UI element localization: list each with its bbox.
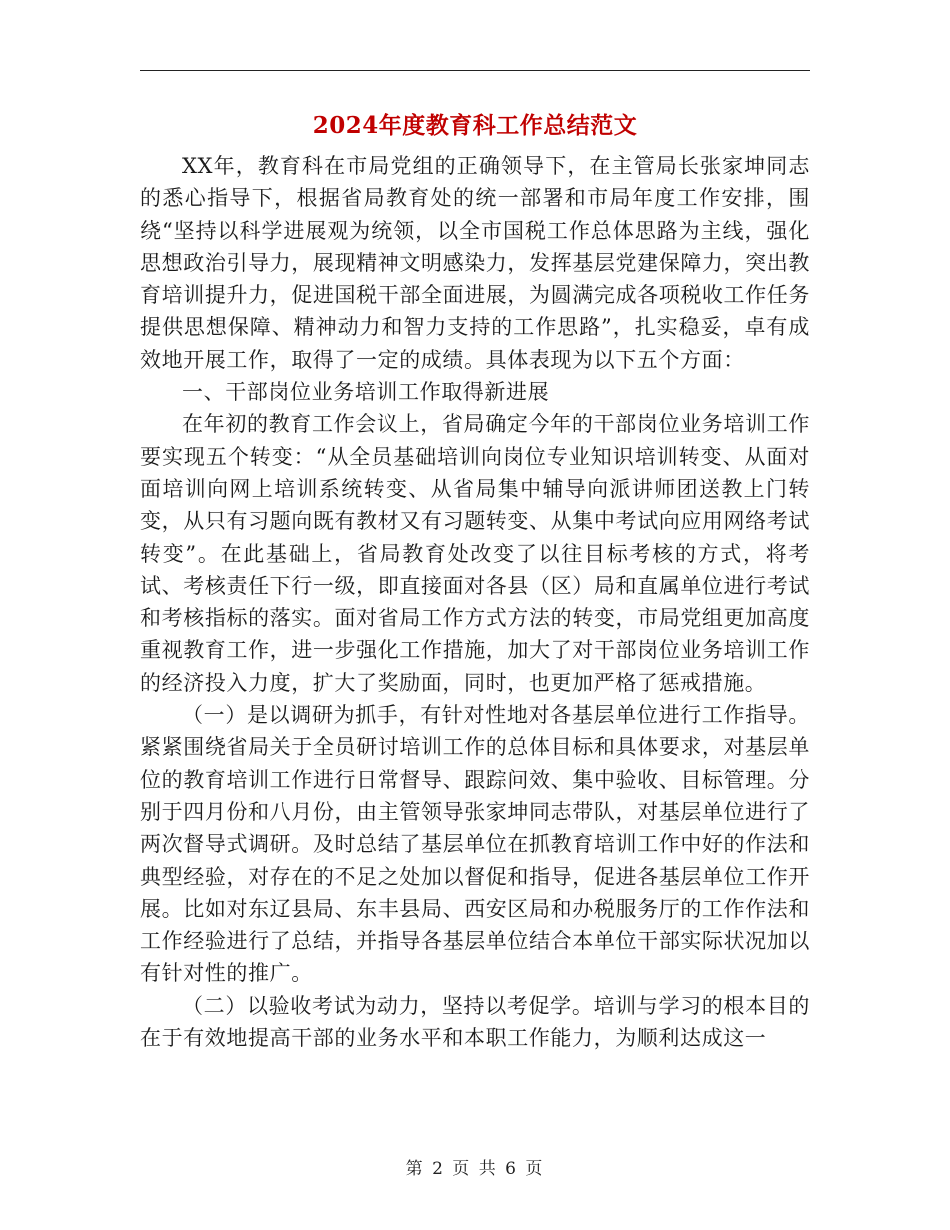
paragraph-item-1: （一）是以调研为抓手，有针对性地对各基层单位进行工作指导。紧紧围绕省局关于全员研讨培训工作的总体目标和具体要求，对基层单位的教育培训工作进行日常督导、跟踪问效、集中验收、目标管理。分别于四月份和八月份，由主管领导张家坤同志带队，对基层单位进行了两次督导式调研。及时总结了基层单位在抓教育培训工作中好的作法和典型经验，对存在的不足之处加以督促和指导，促进各基层单位工作开展。比如对东辽县局、东丰县局、西安区局和办税服务厅的工作作法和工作经验进行了总结，并指导各基层单位结合本单位干部实际状况加以有针对性的推广。 [140,703,810,986]
document-title: 2024年度教育科工作总结范文 [312,112,638,139]
header-rule [140,70,810,71]
page-number: 第 2 页 共 6 页 [405,1159,545,1179]
paragraph-intro: XX年，教育科在市局党组的正确领导下，在主管局长张家坤同志的悉心指导下，根据省局教育处的统一部署和市局年度工作安排，围绕“坚持以科学进展观为统领，以全市国税工作总体思路为主线，强化思想政治引导力，展现精神文明感染力，发挥基层党建保障力，突出教育培训提升力，促进国税干部全面进展，为圆满完成各项税收工作任务提供思想保障、精神动力和智力支持的工作思路”，扎实稳妥，卓有成效地开展工作，取得了一定的成绩。具体表现为以下五个方面： [140,154,810,372]
paragraph-item-2: （二）以验收考试为动力，坚持以考促学。培训与学习的根本目的在于有效地提高干部的业务水平和本职工作能力，为顺利达成这一 [140,993,810,1051]
section-heading-1: 一、干部岗位业务培训工作取得新进展 [182,380,550,405]
document-body [140,150,810,1054]
paragraph-section-1: 在年初的教育工作会议上，省局确定今年的干部岗位业务培训工作要实现五个转变：“从全员基础培训向岗位专业知识培训转变、从面对面培训向网上培训系统转变、从省局集中辅导向派讲师团送教上门转变，从只有习题向既有教材又有习题转变、从集中考试向应用网络考试转变”。在此基础上，省局教育处改变了以往目标考核的方式，将考试、考核责任下行一级，即直接面对各县（区）局和直属单位进行考试和考核指标的落实。面对省局工作方式方法的转变，市局党组更加高度重视教育工作，进一步强化工作措施，加大了对干部岗位业务培训工作的经济投入力度，扩大了奖励面，同时，也更加严格了惩戒措施。 [140,412,810,695]
